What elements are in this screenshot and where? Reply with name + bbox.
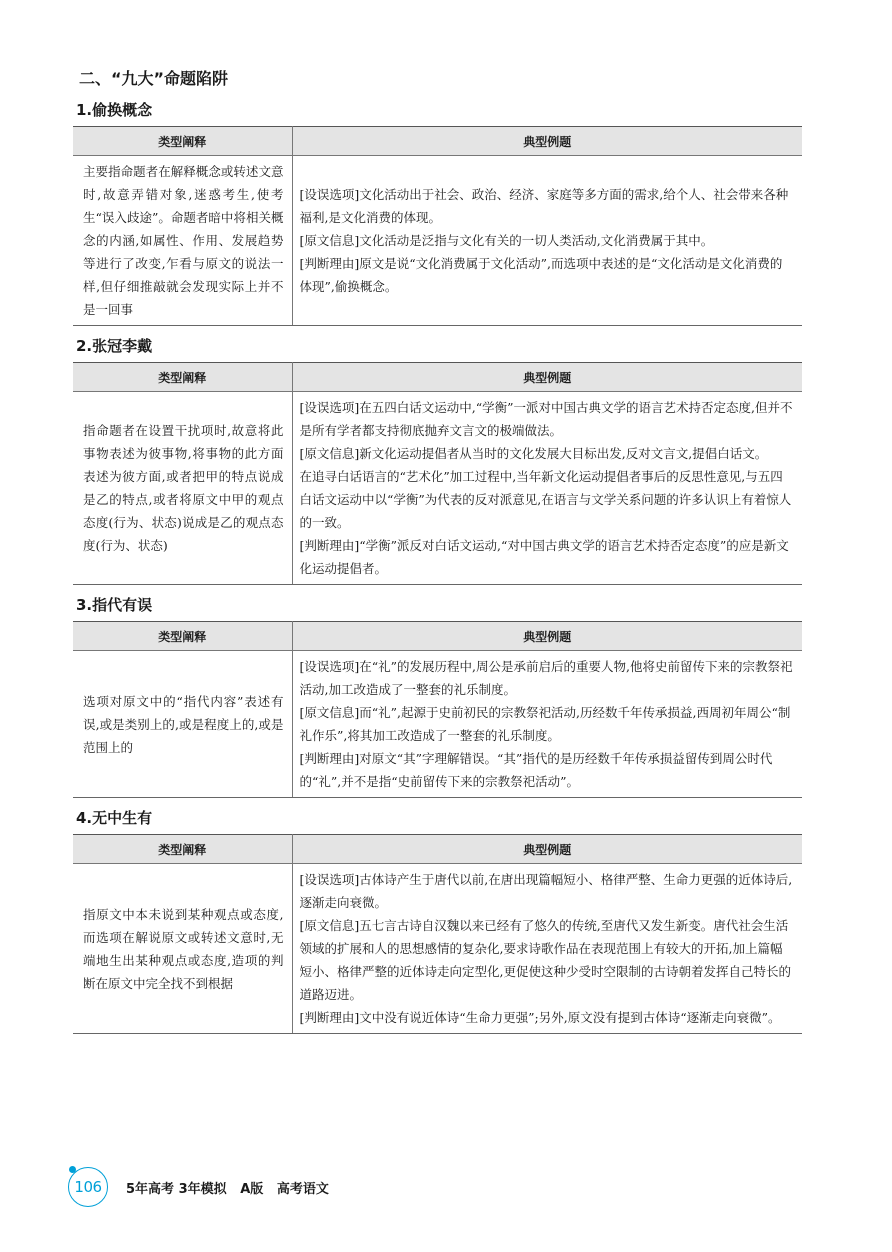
page-number: 106 (68, 1167, 108, 1207)
example-paragraph: [判断理由]文中没有说近体诗“生命力更强”;另外,原文没有提到古体诗“逐渐走向衰微”。 (299, 1010, 781, 1025)
example-paragraph: [原文信息]文化活动是泛指与文化有关的一切人类活动,文化消费属于其中。 (299, 233, 714, 248)
header-typical-example: 典型例题 (292, 835, 802, 864)
table-header-row (73, 127, 802, 156)
page-content (73, 68, 802, 1044)
example-paragraph: [设误选项]文化活动出于社会、政治、经济、家庭等多方面的需求,给个人、社会带来各种福利,是文化消费的体现。 (299, 187, 789, 225)
page-footer (68, 1163, 468, 1211)
example-paragraph: [原文信息]五七言古诗自汉魏以来已经有了悠久的传统,至唐代又发生新变。唐代社会生活领域的扩展和人的思想感情的复杂化,要求诗歌作品在表现范围上有较大的开拓,加上篇幅短小、格律严整的近体诗走向定型化,更促使这种少受时空限制的古诗朝着发挥自己特长的道路迈进。 (299, 918, 791, 1002)
typical-example-cell (292, 156, 802, 326)
typical-example-cell (292, 651, 802, 798)
header-type-explanation: 类型阐释 (73, 363, 292, 392)
header-type-explanation: 类型阐释 (73, 127, 292, 156)
pitfall-table (73, 126, 802, 326)
table-row (73, 392, 802, 585)
typical-example-cell (292, 392, 802, 585)
pitfall-table (73, 834, 802, 1034)
header-typical-example: 典型例题 (292, 622, 802, 651)
sections-container (73, 100, 802, 1034)
header-type-explanation: 类型阐释 (73, 622, 292, 651)
type-explanation-cell: 指命题者在设置干扰项时,故意将此事物表述为彼事物,将事物的此方面表述为彼方面,或者把甲的特点说成是乙的特点,或者将原文中甲的观点态度(行为、状态)说成是乙的观点态度(行为、状态) (73, 392, 292, 585)
table-row (73, 864, 802, 1034)
type-explanation-cell: 选项对原文中的“指代内容”表述有误,或是类别上的,或是程度上的,或是范围上的 (73, 651, 292, 798)
subsection-title: 2.张冠李戴 (76, 337, 153, 355)
subsection-title: 3.指代有误 (76, 596, 153, 614)
table-header-row (73, 622, 802, 651)
section-title: 二、“九大”命题陷阱 (79, 69, 229, 88)
type-explanation-cell: 主要指命题者在解释概念或转述文意时,故意弄错对象,迷惑考生,使考生“误入歧途”。命题者暗中将相关概念的内涵,如属性、作用、发展趋势等进行了改变,乍看与原文的说法一样,但仔细推敲就会发现实际上并不是一回事 (73, 156, 292, 326)
typical-example-cell (292, 864, 802, 1034)
footer-title (126, 1178, 329, 1197)
example-paragraph: [设误选项]古体诗产生于唐代以前,在唐出现篇幅短小、格律严整、生命力更强的近体诗后,逐渐走向衰微。 (299, 872, 793, 910)
pitfall-table (73, 621, 802, 798)
edition: A版 (240, 1182, 264, 1197)
table-row (73, 651, 802, 798)
example-paragraph: [判断理由]对原文“其”字理解错误。“其”指代的是历经数千年传承损益留传到周公时代的“礼”,并不是指“史前留传下来的宗教祭祀活动”。 (299, 751, 773, 789)
table-header-row (73, 363, 802, 392)
book-title: 5年高考 3年模拟 (126, 1182, 227, 1197)
header-typical-example: 典型例题 (292, 363, 802, 392)
table-header-row (73, 835, 802, 864)
example-paragraph: 在追寻白话语言的“艺术化”加工过程中,当年新文化运动提倡者事后的反思性意见,与五四白话文运动中以“学衡”为代表的反对派意见,在语言与文学关系问题的许多认识上有着惊人的一致。 (299, 469, 792, 530)
example-paragraph: [设误选项]在“礼”的发展历程中,周公是承前启后的重要人物,他将史前留传下来的宗教祭祀活动,加工改造成了一整套的礼乐制度。 (299, 659, 793, 697)
example-paragraph: [判断理由]原文是说“文化消费属于文化活动”,而选项中表述的是“文化活动是文化消费的体现”,偷换概念。 (299, 256, 783, 294)
subsection-title: 4.无中生有 (76, 809, 153, 827)
header-type-explanation: 类型阐释 (73, 835, 292, 864)
example-paragraph: [原文信息]新文化运动提倡者从当时的文化发展大目标出发,反对文言文,提倡白话文。 (299, 446, 768, 461)
pitfall-table (73, 362, 802, 585)
subject: 高考语文 (276, 1182, 329, 1197)
table-row (73, 156, 802, 326)
type-explanation-cell: 指原文中本未说到某种观点或态度,而选项在解说原文或转述文意时,无端地生出某种观点或态度,造项的判断在原文中完全找不到根据 (73, 864, 292, 1034)
example-paragraph: [设误选项]在五四白话文运动中,“学衡”一派对中国古典文学的语言艺术持否定态度,但并不是所有学者都支持彻底抛弃文言文的极端做法。 (299, 400, 793, 438)
example-paragraph: [原文信息]而“礼”,起源于史前初民的宗教祭祀活动,历经数千年传承损益,西周初年周公“制礼作乐”,将其加工改造成了一整套的礼乐制度。 (299, 705, 791, 743)
example-paragraph: [判断理由]“学衡”派反对白话文运动,“对中国古典文学的语言艺术持否定态度”的应是新文化运动提倡者。 (299, 538, 789, 576)
subsection-title: 1.偷换概念 (76, 101, 153, 119)
header-typical-example: 典型例题 (292, 127, 802, 156)
